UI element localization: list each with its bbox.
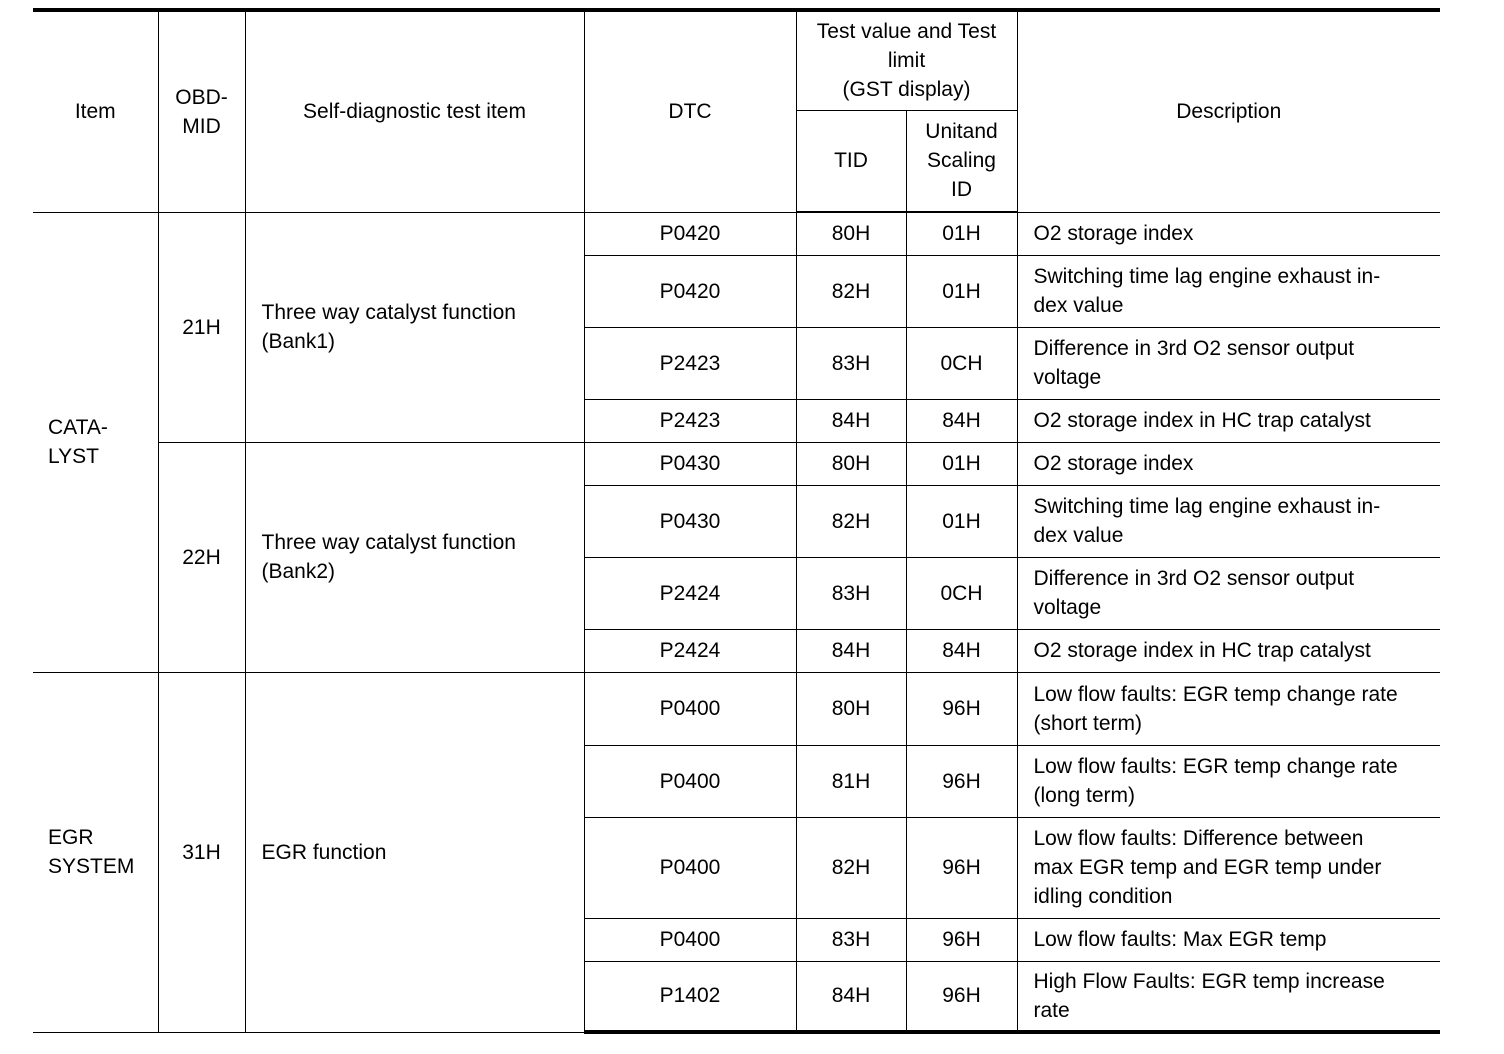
description-cell: Low flow faults: EGR temp change rate (short term) bbox=[1017, 672, 1440, 745]
obd-test-table bbox=[33, 8, 1440, 1034]
dtc-cell: P0430 bbox=[584, 442, 796, 485]
header-description: Description bbox=[1017, 10, 1440, 212]
test-item-cell: EGR function bbox=[245, 672, 584, 1032]
obd-mid-cell: 21H bbox=[158, 212, 245, 442]
dtc-cell: P2423 bbox=[584, 327, 796, 399]
test-item-cell: Three way catalyst function (Bank2) bbox=[245, 442, 584, 672]
dtc-cell: P0400 bbox=[584, 672, 796, 745]
unit-scaling-cell: 01H bbox=[906, 255, 1017, 327]
unit-scaling-cell: 0CH bbox=[906, 557, 1017, 629]
header-test-item: Self-diagnostic test item bbox=[245, 10, 584, 212]
tid-cell: 82H bbox=[796, 817, 906, 918]
description-cell: O2 storage index in HC trap catalyst bbox=[1017, 399, 1440, 442]
header-test-value: Test value and Test limit (GST display) bbox=[796, 10, 1017, 110]
dtc-cell: P0400 bbox=[584, 745, 796, 817]
description-cell: Switching time lag engine exhaust in- dex value bbox=[1017, 255, 1440, 327]
unit-scaling-cell: 01H bbox=[906, 212, 1017, 255]
item-cell: EGR SYSTEM bbox=[33, 672, 158, 1032]
tid-cell: 80H bbox=[796, 212, 906, 255]
dtc-cell: P2424 bbox=[584, 557, 796, 629]
header-unit-scaling-id: Unitand Scaling ID bbox=[906, 110, 1017, 212]
dtc-cell: P0420 bbox=[584, 255, 796, 327]
tid-cell: 84H bbox=[796, 629, 906, 672]
dtc-cell: P0420 bbox=[584, 212, 796, 255]
description-cell: Low flow faults: Max EGR temp bbox=[1017, 918, 1440, 961]
unit-scaling-cell: 96H bbox=[906, 817, 1017, 918]
description-cell: Difference in 3rd O2 sensor output voltage bbox=[1017, 327, 1440, 399]
table-row bbox=[33, 442, 1440, 485]
test-item-cell: Three way catalyst function (Bank1) bbox=[245, 212, 584, 442]
header-tid: TID bbox=[796, 110, 906, 212]
unit-scaling-cell: 0CH bbox=[906, 327, 1017, 399]
dtc-cell: P2424 bbox=[584, 629, 796, 672]
header-obd-mid: OBD- MID bbox=[158, 10, 245, 212]
description-cell: High Flow Faults: EGR temp increase rate bbox=[1017, 961, 1440, 1032]
unit-scaling-cell: 01H bbox=[906, 485, 1017, 557]
unit-scaling-cell: 01H bbox=[906, 442, 1017, 485]
tid-cell: 81H bbox=[796, 745, 906, 817]
tid-cell: 84H bbox=[796, 399, 906, 442]
unit-scaling-cell: 96H bbox=[906, 918, 1017, 961]
unit-scaling-cell: 96H bbox=[906, 672, 1017, 745]
unit-scaling-cell: 96H bbox=[906, 961, 1017, 1032]
dtc-cell: P2423 bbox=[584, 399, 796, 442]
unit-scaling-cell: 84H bbox=[906, 629, 1017, 672]
table-body bbox=[33, 212, 1440, 1032]
dtc-cell: P0400 bbox=[584, 918, 796, 961]
tid-cell: 84H bbox=[796, 961, 906, 1032]
tid-cell: 83H bbox=[796, 327, 906, 399]
description-cell: O2 storage index bbox=[1017, 442, 1440, 485]
tid-cell: 82H bbox=[796, 255, 906, 327]
dtc-cell: P1402 bbox=[584, 961, 796, 1032]
description-cell: O2 storage index bbox=[1017, 212, 1440, 255]
description-cell: Low flow faults: EGR temp change rate (long term) bbox=[1017, 745, 1440, 817]
tid-cell: 80H bbox=[796, 672, 906, 745]
dtc-cell: P0400 bbox=[584, 817, 796, 918]
tid-cell: 83H bbox=[796, 557, 906, 629]
table-row bbox=[33, 212, 1440, 255]
description-cell: Switching time lag engine exhaust in- dex value bbox=[1017, 485, 1440, 557]
table-row bbox=[33, 672, 1440, 745]
obd-mid-cell: 22H bbox=[158, 442, 245, 672]
obd-mid-cell: 31H bbox=[158, 672, 245, 1032]
tid-cell: 83H bbox=[796, 918, 906, 961]
dtc-cell: P0430 bbox=[584, 485, 796, 557]
unit-scaling-cell: 84H bbox=[906, 399, 1017, 442]
tid-cell: 82H bbox=[796, 485, 906, 557]
description-cell: Low flow faults: Difference between max EGR temp and EGR temp under idling condition bbox=[1017, 817, 1440, 918]
header-item: Item bbox=[33, 10, 158, 212]
table-header bbox=[33, 10, 1440, 212]
item-cell: CATA- LYST bbox=[33, 212, 158, 672]
header-dtc: DTC bbox=[584, 10, 796, 212]
description-cell: Difference in 3rd O2 sensor output voltage bbox=[1017, 557, 1440, 629]
description-cell: O2 storage index in HC trap catalyst bbox=[1017, 629, 1440, 672]
unit-scaling-cell: 96H bbox=[906, 745, 1017, 817]
tid-cell: 80H bbox=[796, 442, 906, 485]
